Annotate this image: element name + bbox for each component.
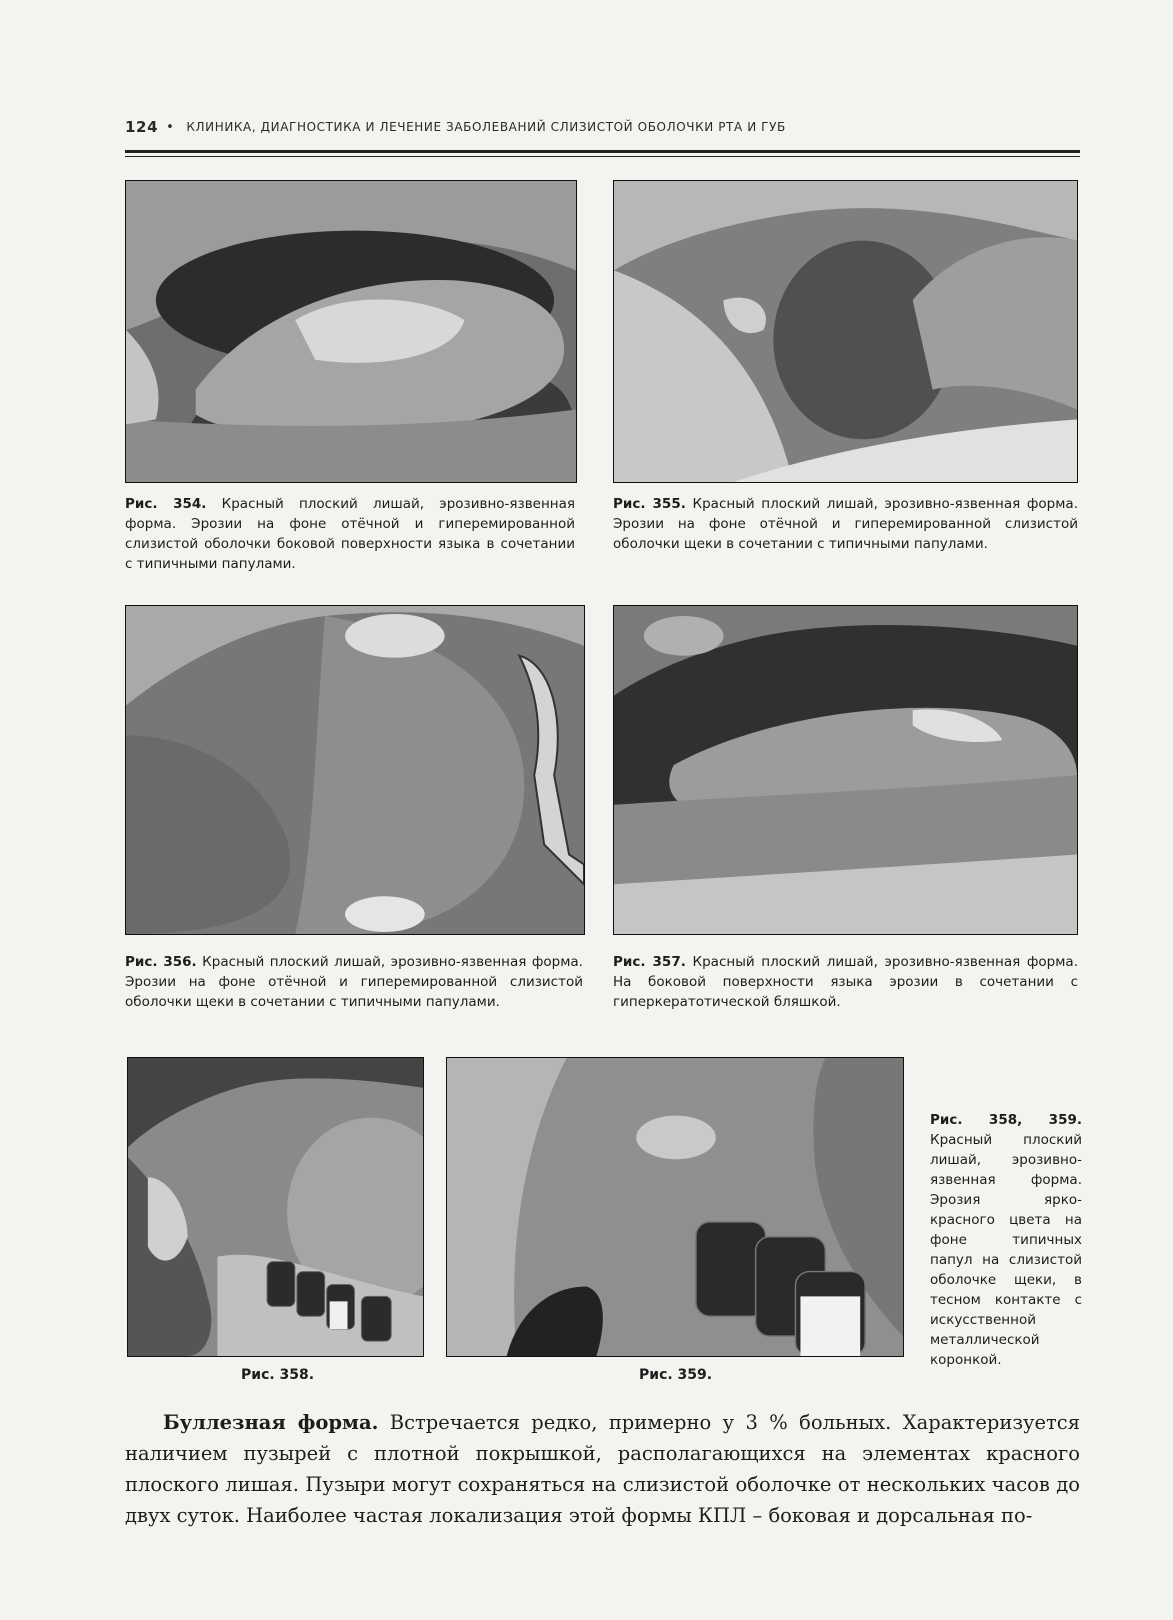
caption-355	[613, 494, 1078, 554]
body-text: Встречается редко, примерно у 3 % больных. Характеризуется наличием пузырей с плотной покрышкой, располагающихся на элементах красного плоского лишая. Пузыри могут сохраняться на слизистой оболочке от нескольких часов до двух суток. Наиболее частая локализация этой формы КПЛ – боковая и дорсальная по-	[125, 1411, 1080, 1527]
caption-354-label: Рис. 354.	[125, 496, 207, 512]
header-rule-thin	[125, 156, 1080, 157]
caption-356	[125, 952, 583, 1012]
caption-355-label: Рис. 355.	[613, 496, 686, 512]
caption-358-359	[930, 1110, 1082, 1370]
caption-355-text: Красный плоский лишай, эрозивно-язвенная форма. Эрозии на фоне отёчной и гиперемированной слизистой оболочки щеки в сочетании с типичными папулами.	[613, 496, 1078, 552]
header-bullet: •	[166, 119, 175, 135]
header-rule-thick	[125, 150, 1080, 153]
fig-label-358: Рис. 358.	[241, 1367, 315, 1383]
fig-label-359: Рис. 359.	[639, 1367, 713, 1383]
body-paragraph	[125, 1407, 1080, 1531]
caption-356-label: Рис. 356.	[125, 954, 197, 970]
photo-354	[125, 180, 577, 483]
photo-359	[446, 1057, 904, 1357]
page-number: 124	[125, 118, 159, 136]
caption-356-text: Красный плоский лишай, эрозивно-язвенная форма. Эрозии на фоне отёчной и гиперемированной слизистой оболочки щеки в сочетании с типичными папулами.	[125, 954, 583, 1010]
running-title: КЛИНИКА, ДИАГНОСТИКА И ЛЕЧЕНИЕ ЗАБОЛЕВАНИЙ СЛИЗИСТОЙ ОБОЛОЧКИ РТА И ГУБ	[186, 120, 786, 134]
caption-358-359-label: Рис. 358, 359.	[930, 1112, 1082, 1128]
caption-354	[125, 494, 575, 574]
body-term: Буллезная форма.	[163, 1411, 379, 1434]
caption-357	[613, 952, 1078, 1012]
caption-357-text: Красный плоский лишай, эрозивно-язвенная форма. На боковой поверхности языка эрозии в сочетании с гиперкератотической бляшкой.	[613, 954, 1078, 1010]
caption-357-label: Рис. 357.	[613, 954, 686, 970]
running-header	[125, 116, 1080, 138]
photo-357	[613, 605, 1078, 935]
caption-354-text: Красный плоский лишай, эрозивно-язвенная форма. Эрозии на фоне отёчной и гиперемированной слизистой оболочки боковой поверхности языка в сочетании с типичными папулами.	[125, 496, 576, 572]
photo-358	[127, 1057, 424, 1357]
caption-358-359-text: Красный плоский лишай, эрозивно-язвенная форма. Эрозия ярко-красного цвета на фоне типичных папул на слизистой оболочке щеки, в тесном контакте с искусственной металлической коронкой.	[930, 1132, 1082, 1368]
photo-355	[613, 180, 1078, 483]
photo-356	[125, 605, 585, 935]
